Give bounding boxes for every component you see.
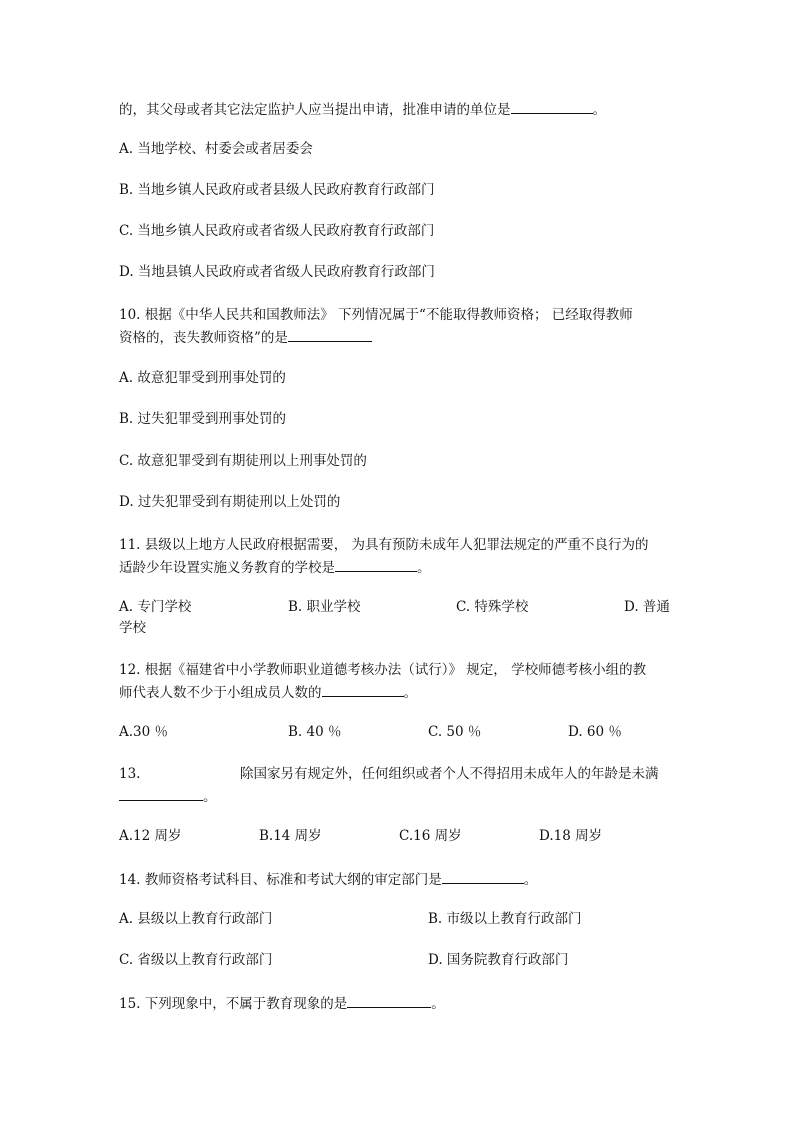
- q9-stem-text: 的，其父母或者其它法定监护人应当提出申请，批准申请的单位是: [119, 102, 511, 118]
- q12-option-b: B. 40 ％: [288, 724, 342, 740]
- q10-stem-line2: [119, 326, 372, 348]
- q13-number: 13.: [119, 766, 141, 782]
- q11-stem-tail: 。: [417, 560, 431, 576]
- q14-option-c: C. 省级以上教育行政部门: [119, 952, 273, 968]
- q11-stem-line1: 11. 县级以上地方人民政府根据需要， 为具有预防未成年人犯罪法规定的严重不良行为的: [119, 537, 649, 553]
- q14-option-a: A. 县级以上教育行政部门: [119, 911, 273, 927]
- q9-stem: [119, 98, 606, 120]
- q12-option-a: A.30 ％: [119, 724, 169, 740]
- q10-option-d: D. 过失犯罪受到有期徒刑以上处罚的: [119, 494, 341, 510]
- q9-option-b: B. 当地乡镇人民政府或者县级人民政府教育行政部门: [119, 182, 435, 198]
- q12-option-c: C. 50 ％: [428, 724, 482, 740]
- q12-stem-text: 师代表人数不少于小组成员人数的: [119, 685, 322, 701]
- q13-answer-blank: [119, 785, 203, 801]
- q14-stem: [119, 868, 537, 890]
- q9-option-a: A. 当地学校、村委会或者居委会: [119, 141, 313, 157]
- q11-option-c: C. 特殊学校: [456, 599, 529, 615]
- q13-option-b: B.14 周岁: [259, 828, 322, 844]
- q14-option-b: B. 市级以上教育行政部门: [428, 911, 582, 927]
- q14-stem-text: 14. 教师资格考试科目、标准和考试大纲的审定部门是: [119, 872, 442, 888]
- q15-stem: [119, 992, 445, 1014]
- q11-option-b: B. 职业学校: [288, 599, 361, 615]
- q12-option-d: D. 60 ％: [568, 724, 622, 740]
- q13-option-a: A.12 周岁: [119, 828, 182, 844]
- q13-option-d: D.18 周岁: [539, 828, 603, 844]
- q11-option-d-wrap: 学校: [119, 620, 146, 636]
- q10-option-b: B. 过失犯罪受到刑事处罚的: [119, 411, 287, 427]
- q10-stem-line1: 10. 根据《中华人民共和国教师法》 下列情况属于“不能取得教师资格； 已经取得教师: [119, 307, 633, 323]
- q9-option-c: C. 当地乡镇人民政府或者省级人民政府教育行政部门: [119, 223, 435, 239]
- q14-option-d: D. 国务院教育行政部门: [428, 952, 569, 968]
- q15-stem-tail: 。: [431, 996, 445, 1012]
- q13-option-c: C.16 周岁: [399, 828, 462, 844]
- q11-answer-blank: [335, 556, 417, 572]
- q10-option-c: C. 故意犯罪受到有期徒刑以上刑事处罚的: [119, 453, 367, 469]
- q9-answer-blank: [511, 98, 593, 114]
- q15-answer-blank: [347, 992, 431, 1008]
- q13-stem-tail: 。: [203, 789, 217, 805]
- q15-stem-text: 15. 下列现象中，不属于教育现象的是: [119, 996, 348, 1012]
- q9-stem-tail: 。: [592, 102, 606, 118]
- q10-stem-text: 资格的，丧失教师资格”的是: [119, 330, 288, 346]
- q11-option-d: D. 普通: [624, 599, 670, 615]
- q11-stem-line2: [119, 556, 431, 578]
- q12-answer-blank: [322, 681, 404, 697]
- q14-stem-tail: 。: [523, 872, 538, 888]
- q9-option-d: D. 当地县镇人民政府或者省级人民政府教育行政部门: [119, 264, 435, 280]
- q13-stem-line1: 除国家另有规定外，任何组织或者个人不得招用未成年人的年龄是未满: [240, 766, 659, 782]
- q11-stem-text: 适龄少年设置实施义务教育的学校是: [119, 560, 335, 576]
- q12-stem-tail: 。: [403, 685, 417, 701]
- q12-stem-line2: [119, 681, 417, 703]
- q10-option-a: A. 故意犯罪受到刑事处罚的: [119, 370, 286, 386]
- q13-stem-line2: [119, 785, 217, 807]
- q12-stem-line1: 12. 根据《福建省中小学教师职业道德考核办法（试行）》 规定， 学校师德考核小组的教: [119, 662, 647, 678]
- q10-answer-blank: [288, 326, 372, 342]
- q11-option-a: A. 专门学校: [119, 599, 192, 615]
- q14-answer-blank: [442, 868, 524, 884]
